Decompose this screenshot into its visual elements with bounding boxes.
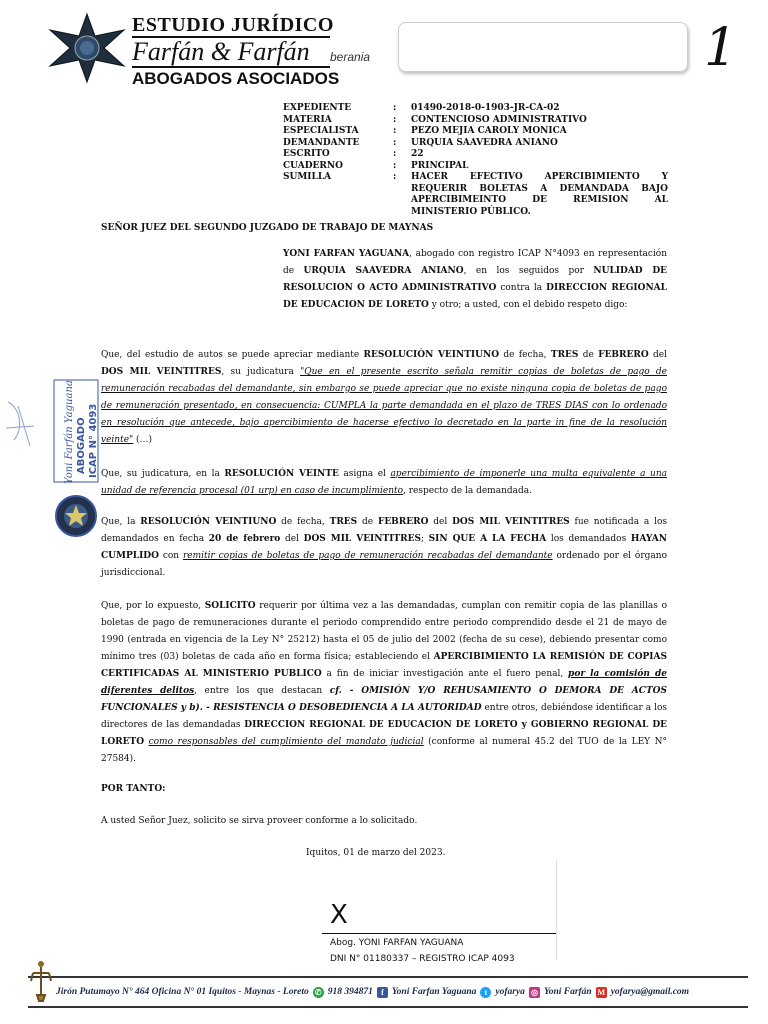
text-bold: FEBRERO (598, 350, 649, 360)
meta-label: ESPECIALISTA (283, 126, 359, 136)
signature-line (322, 933, 556, 934)
stamp-reg: ICAP N° 4093 (88, 403, 99, 478)
text-run: (…) (133, 435, 153, 445)
footer-instagram: Yoni Farfán (543, 987, 592, 997)
lawyer-seal-stamp-icon (0, 378, 104, 550)
meta-value: PRINCIPAL (411, 160, 469, 171)
text-run: ; (420, 534, 429, 544)
meta-row-escrito (283, 149, 668, 161)
meta-row-sumilla (283, 172, 668, 218)
text-bold: TRES (550, 350, 579, 360)
addressee: SEÑOR JUEZ DEL SEGUNDO JUZGADO DE TRABAJO DE MAYNAS (101, 223, 434, 233)
meta-row-especialista (283, 126, 668, 138)
text-run: asigna el (338, 469, 391, 479)
text-bold-underlined: por la comisión de diferentes delitos (101, 669, 667, 696)
gmail-icon: M (597, 987, 605, 997)
meta-label: CUADERNO (283, 160, 343, 171)
footer-phone: 918 394871 (327, 987, 373, 997)
quoted-resolution: "Que en el presente escrito señala remitir copias de boletas de pago de remuneración recabadas del demandante, sin embargo se puede apreciar que no existe ninguna copia de boletas de pago de remuneración presentado, en consecuencia: CUMPLA la parte demandada en el plazo de TRES DIAS con lo ordenado en resolución que antecede, bajo apercibimiento de hacerse efectivo lo decretado en la parte in fine de la resolución veinte" (101, 367, 667, 445)
paragraph-1 (101, 347, 667, 449)
text-run: Que, por lo expuesto, (101, 601, 205, 611)
text-run: , respecto de la demandada. (403, 486, 532, 496)
text-bold: FEBRERO (377, 517, 429, 527)
page-number: 1 (704, 18, 738, 78)
footer-twitter: yofarya (495, 987, 525, 997)
case-metadata-table (283, 103, 668, 218)
text-run: contra la (496, 283, 547, 293)
meta-separator: : (393, 126, 397, 136)
text-run: del (280, 534, 304, 544)
signature-mark: X (330, 900, 348, 930)
meta-value: HACER EFECTIVO APERCIBIMIENTO Y REQUERIR BOLETAS A DEMANDADA BAJO APERCIBIMEINTO DE REMISION AL MINISTERIO PÚBLICO. (411, 172, 668, 217)
text-bold: HAYAN CUMPLIDO (101, 534, 667, 561)
footer-facebook: Yoni Farfan Yaguana (391, 987, 477, 997)
lawyer-name: YONI FARFAN YAGUANA (283, 249, 410, 259)
meta-separator: : (393, 172, 397, 182)
text-run: Que, del estudio de autos se puede apreciar mediante (101, 350, 364, 360)
text-underlined: remitir copias de boletas de pago de remuneración recabadas del demandante (182, 551, 553, 561)
meta-separator: : (393, 149, 397, 159)
text-run: fue notificada a los demandados en fecha (101, 517, 668, 544)
paragraph-2 (101, 466, 667, 500)
text-run: con (158, 551, 183, 561)
meta-value: CONTENCIOSO ADMINISTRATIVO (411, 114, 587, 125)
text-run: (conforme al numeral 45.2 del TUO de la LEY N° 27584). (101, 737, 667, 764)
text-bold: RESOLUCIÓN VEINTIUNO (140, 517, 277, 527)
meta-row-cuaderno (283, 161, 668, 173)
text-run: de fecha, (499, 350, 551, 360)
intro-paragraph (283, 246, 667, 314)
text-run: , abogado con registro ICAP N°4093 en representación de (283, 249, 667, 276)
text-run: requerir por última vez a las demandadas, cumplan con remitir copia de las planillas o boletas de pago de remuneraciones durante el periodo comprendido entre periodo comprendido desde el 21 de mayo de 1990 (entrada en vigencia de la Ley N° 25212) hasta el 05 de julio del 2002 (fecha de su cese), debiendo presentar como mínimo tres (03) boletas de cada año en forma física; estableciendo el (101, 601, 667, 662)
text-run: del (428, 517, 453, 527)
text-run: , su judicatura (221, 367, 301, 377)
text-run: Que, la (101, 517, 141, 527)
page-footer (28, 976, 748, 1008)
text-bold: DOS MIL VEINTITRES (303, 534, 421, 544)
meta-separator: : (393, 103, 397, 113)
meta-value: PEZO MEJIA CAROLY MONICA (411, 126, 567, 136)
paragraph-4 (101, 598, 667, 768)
meta-label: SUMILLA (283, 172, 332, 182)
text-run: , entre los que destacan (194, 686, 330, 696)
text-run: y otro; a usted, con el debido respeto digo: (428, 300, 628, 310)
meta-value: 22 (411, 149, 424, 159)
meta-value: URQUIA SAAVEDRA ANIANO (411, 137, 558, 148)
meta-label: DEMANDANTE (283, 137, 360, 148)
firm-name (132, 14, 340, 90)
text-bold: SOLICITO (204, 601, 256, 611)
footer-email: yofarya@gmail.com (610, 987, 690, 997)
text-bold-italic: cf. - OMISIÓN Y/O REHUSAMIENTO O DEMORA DE ACTOS FUNCIONALES y b). - RESISTENCIA O DESOBEDIENCIA A LA AUTORIDAD (101, 686, 667, 713)
header-box (398, 22, 688, 72)
meta-separator: : (393, 114, 397, 125)
text-bold: DIRECCION REGIONAL DE EDUCACION DE LORETO y GOBIERNO REGIONAL DE LORETO (101, 720, 668, 747)
signature-id: DNI N° 01180337 – REGISTRO ICAP 4093 (330, 954, 515, 961)
text-underlined: apercibimiento de imponerle una multa equivalente a una unidad de referencia procesal (01 urp) en caso de incumplimiento (101, 469, 667, 496)
header-slogan: berania (330, 50, 371, 64)
text-bold: DOS MIL VEINTITRES (452, 517, 570, 527)
case-subject: NULIDAD DE RESOLUCION O ACTO ADMINISTRATIVO (283, 266, 667, 293)
text-run: de (357, 517, 378, 527)
defendant-name: DIRECCION REGIONAL DE EDUCACION DE LORETO (283, 283, 667, 310)
text-run: entre otros, debiéndose identificar a los directores de las demandadas (101, 703, 667, 730)
facebook-icon: f (377, 987, 388, 998)
text-bold: 20 de febrero (208, 534, 281, 544)
twitter-icon: t (480, 987, 491, 998)
text-bold: RESOLUCIÓN VEINTE (224, 469, 339, 479)
stamp-title: ABOGADO (76, 417, 87, 474)
text-run: los demandados (546, 534, 631, 544)
text-run: del (648, 350, 668, 360)
firm-logo-star-icon (44, 12, 130, 84)
text-bold: APERCIBIMIENTO LA REMISIÓN DE COPIAS CERTIFICADAS AL MINISTERIO PUBLICO (101, 652, 667, 679)
text-run: de (578, 350, 599, 360)
text-run: de fecha, (276, 517, 330, 527)
plaintiff-name: URQUIA SAAVEDRA ANIANO (303, 266, 464, 276)
meta-row-demandante (283, 138, 668, 150)
document-date: Iquitos, 01 de marzo del 2023. (306, 848, 446, 858)
text-bold: TRES (329, 517, 358, 527)
text-run: ordenado por el órgano jurisdiccional. (101, 551, 667, 578)
meta-label: EXPEDIENTE (283, 103, 352, 113)
firm-name-line1: ESTUDIO JURÍDICO (132, 14, 334, 36)
meta-label: MATERIA (283, 114, 332, 125)
meta-separator: : (393, 137, 397, 148)
por-tanto-heading: POR TANTO: (101, 784, 166, 794)
meta-label: ESCRITO (283, 149, 330, 159)
signature-name: Abog. YONI FARFAN YAGUANA (330, 938, 464, 948)
meta-separator: : (393, 160, 397, 171)
text-bold: SIN QUE A LA FECHA (428, 534, 547, 544)
firm-name-line2: Farfán & Farfán (132, 36, 330, 68)
meta-row-expediente (283, 103, 668, 115)
paragraph-3 (101, 514, 667, 582)
footer-address: Jirón Putumayo N° 464 Oficina N° 01 Iquitos - Maynas - Loreto (56, 987, 309, 997)
text-bold: DOS MIL VEINTITRES (101, 367, 222, 377)
instagram-icon: ◎ (529, 987, 540, 998)
text-run: a fin de iniciar investigación ante el fuero penal, (321, 669, 569, 679)
stamp-name: Yoni Farfán Yaguana (64, 380, 75, 484)
footer-contact (56, 987, 689, 998)
meta-row-materia (283, 115, 668, 127)
closing-request: A usted Señor Juez, solicito se sirva proveer conforme a lo solicitado. (101, 816, 418, 826)
text-underlined: como responsables del cumplimiento del mandato judicial (148, 737, 424, 747)
text-bold: RESOLUCIÓN VEINTIUNO (363, 350, 500, 360)
justice-figure-icon (28, 959, 54, 1003)
whatsapp-icon: ✆ (313, 987, 324, 998)
firm-name-line3: ABOGADOS ASOCIADOS (132, 69, 340, 88)
text-run: , en los seguidos por (463, 266, 594, 276)
meta-value: 01490-2018-0-1903-JR-CA-02 (411, 103, 560, 113)
text-run: Que, su judicatura, en la (101, 469, 225, 479)
